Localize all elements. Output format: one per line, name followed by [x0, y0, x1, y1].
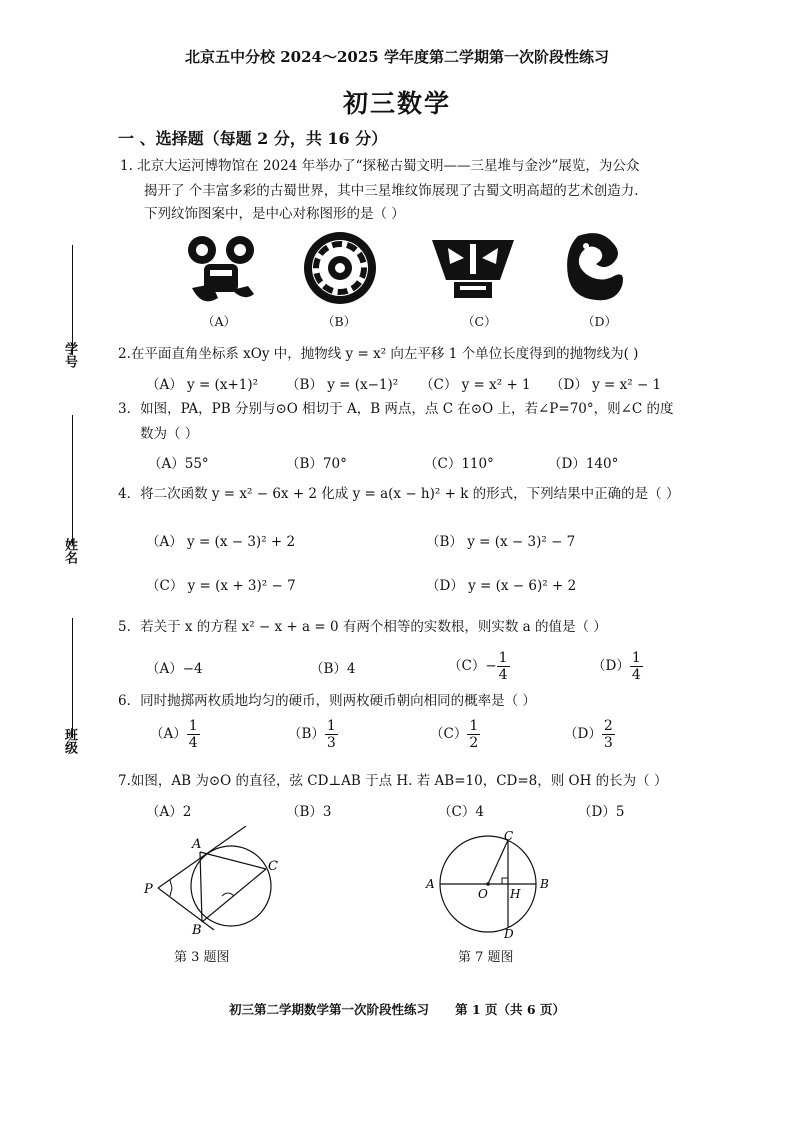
q7-option-d: （D）5 [578, 804, 625, 820]
q4-stem: 4．将二次函数 y = x² − 6x + 2 化成 y = a(x − h)² + k 的形式，下列结果中正确的是（ ） [118, 486, 680, 502]
q4-option-b: （B） y = (x − 3)² − 7 [426, 534, 576, 550]
q1-line2: 揭开了 个丰富多彩的古蜀世界，其中三星堆纹饰展现了古蜀文明高超的艺术创造力. [144, 183, 639, 199]
fig3-inner-mark [222, 893, 234, 896]
q7-option-c: （C）4 [438, 804, 484, 820]
fig7-label-o: O [478, 887, 488, 901]
q6-stem: 6．同时抛掷两枚质地均匀的硬币，则两枚硬币朝向相同的概率是（ ） [118, 693, 536, 709]
pattern-d-image [560, 230, 630, 306]
fig7-caption: 第 7 题图 [458, 950, 514, 965]
q1-option-d: （D） [582, 314, 618, 329]
q3-line1: 3．如图，PA，PB 分别与⊙O 相切于 A，B 两点，点 C 在⊙O 上，若∠P=70°，则∠C 的度 [118, 401, 674, 417]
q3-line2: 数为（ ） [140, 426, 199, 442]
name-label: 姓名 [62, 538, 77, 564]
fig3-label-c: C [268, 859, 278, 874]
q5-option-c-label: （C）− [448, 658, 497, 674]
pattern-c-image [430, 236, 516, 302]
q1-line3: 下列纹饰图案中，是中心对称图形的是（ ） [144, 206, 405, 222]
q3-option-b: （B）70° [286, 456, 347, 472]
fig7-label-a: A [426, 877, 435, 891]
q2-option-b: （B） y = (x−1)² [286, 377, 399, 393]
q1-option-c: （C） [462, 314, 497, 329]
subject-title: 初三数学 [342, 89, 451, 118]
student-id-label: 学号 [62, 342, 77, 368]
q6-option-a: （A） $\frac{1}{4}$ [150, 718, 198, 751]
fig3-label-p: P [144, 882, 153, 897]
q2-option-a: （A） y = (x+1)² [146, 377, 259, 393]
fig7-label-d: D [504, 927, 514, 940]
fig7-label-c: C [504, 830, 514, 843]
pattern-a-image [182, 228, 262, 308]
q5-stem: 5．若关于 x 的方程 x² − x + a = 0 有两个相等的实数根，则实数 a 的值是（ ） [118, 619, 607, 635]
q5-option-d [592, 650, 643, 683]
q4-option-d: （D） y = (x − 6)² + 2 [426, 578, 577, 594]
fig3-angle-mark [170, 880, 172, 896]
q7-option-a: （A）2 [146, 804, 192, 820]
q6-option-b: （B） $\frac{1}{3}$ [288, 718, 336, 751]
fig7-label-b: B [540, 877, 549, 891]
fig7-center-dot [486, 882, 490, 886]
q5-option-c-fraction: $\frac{1}{4}$ [498, 650, 508, 683]
q5-option-c [448, 650, 510, 683]
q2-option-d: （D） y = x² − 1 [550, 377, 662, 393]
q5-option-d-fraction: $\frac{1}{4}$ [631, 650, 641, 683]
q3-option-c: （C）110° [424, 456, 494, 472]
q2-stem: 2.在平面直角坐标系 xOy 中，抛物线 y = x² 向左平移 1 个单位长度得到的抛物线为( ) [118, 346, 639, 362]
q3-option-d: （D）140° [548, 456, 619, 472]
pattern-b-image [300, 228, 380, 308]
q1-option-b: （B） [322, 314, 357, 329]
school-title: 北京五中分校 2024～2025 学年度第二学期第一次阶段性练习 [185, 48, 609, 66]
page-footer: 初三第二学期数学第一次阶段性练习 第 1 页（共 6 页） [229, 1002, 565, 1017]
fig3-tangent-pa [158, 826, 246, 888]
figure-q3 [136, 826, 306, 938]
fig7-right-angle [502, 878, 508, 884]
q4-option-c: （C） y = (x + 3)² − 7 [146, 578, 296, 594]
fig3-circle [191, 846, 271, 926]
q7-option-b: （B）3 [286, 804, 332, 820]
fig3-label-b: B [192, 923, 202, 938]
q6-option-c-fraction: $\frac{1}{2}$ [469, 718, 479, 751]
class-line [72, 618, 73, 738]
q6-option-a-fraction: $\frac{1}{4}$ [188, 718, 198, 751]
q5-option-b: （B）4 [310, 661, 356, 677]
figure-q7 [420, 830, 550, 940]
fig7-label-h: H [510, 887, 521, 901]
q6-option-d: （D） $\frac{2}{3}$ [564, 718, 613, 751]
q5-option-a: （A）−4 [146, 661, 203, 677]
q2-option-c: （C） y = x² + 1 [420, 377, 531, 393]
q6-option-c: （C） $\frac{1}{2}$ [430, 718, 479, 751]
fig3-tangent-pb [158, 888, 214, 930]
fig3-label-a: A [192, 837, 202, 852]
section-title: 一 、选择题（每题 2 分，共 16 分） [118, 129, 388, 148]
student-id-line [72, 245, 73, 355]
q3-option-a: （A）55° [148, 456, 209, 472]
q1-line1: 1. 北京大运河博物馆在 2024 年举办了“探秘古蜀文明——三星堆与金沙”展览，为公众 [120, 158, 640, 174]
q4-option-a: （A） y = (x − 3)² + 2 [146, 534, 296, 550]
name-line [72, 415, 73, 545]
q1-option-a: （A） [202, 314, 237, 329]
fig7-radius-oc [488, 840, 508, 884]
q5-option-d-label: （D） [592, 658, 630, 674]
q6-option-d-fraction: $\frac{2}{3}$ [603, 718, 613, 751]
q7-stem: 7.如图，AB 为⊙O 的直径，弦 CD⊥AB 于点 H. 若 AB=10，CD=8，则 OH 的长为（ ） [118, 773, 668, 789]
q6-option-b-fraction: $\frac{1}{3}$ [326, 718, 336, 751]
fig3-caption: 第 3 题图 [174, 950, 230, 965]
class-label: 班级 [62, 728, 77, 754]
